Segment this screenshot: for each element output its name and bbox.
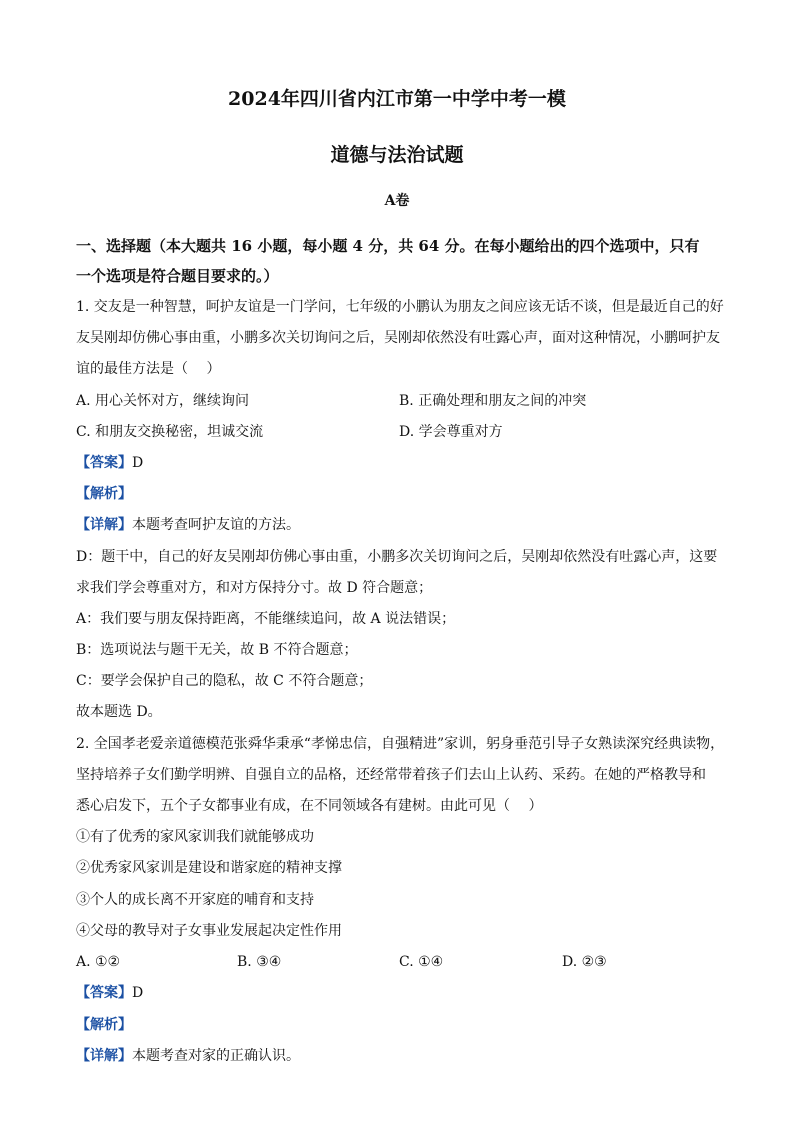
- q1-answer: D: [132, 455, 144, 471]
- answer-tag: 【答案】: [76, 455, 132, 471]
- q1-stem-line2: 友吴刚却仿佛心事由重，小鹏多次关切询问之后，吴刚却依然没有吐露心声，面对这种情况，小鹏呵护友: [76, 330, 720, 346]
- q1-analysis-tag: 【解析】: [76, 486, 132, 502]
- q1-stem-line1: 1. 交友是一种智慧，呵护友谊是一门学问，七年级的小鹏认为朋友之间应该无话不谈，但是最近自己的好: [76, 299, 724, 315]
- answer-tag: 【答案】: [76, 985, 132, 1001]
- q1-option-d: D. 学会尊重对方: [399, 424, 503, 440]
- volume-label: A卷: [384, 193, 410, 209]
- q2-item4: ④父母的教导对子女事业发展起决定性作用: [76, 923, 342, 939]
- q2-option-d: D. ②③: [562, 954, 607, 970]
- q2-answer: D: [132, 985, 144, 1001]
- q2-stem-line3: 悉心启发下，五个子女都事业有成，在不同领域各有建树。由此可见（ ）: [76, 798, 543, 814]
- q1-a-line: A：我们要与朋友保持距离，不能继续追问，故 A 说法错误；: [76, 611, 456, 627]
- q2-detail-row: [76, 1046, 300, 1066]
- q1-conclusion: 故本题选 D。: [76, 704, 162, 720]
- q2-item2: ②优秀家风家训是建设和谐家庭的精神支撑: [76, 860, 342, 876]
- exam-title: 2024年四川省内江市第一中学中考一模: [228, 88, 566, 110]
- q1-d-line2: 求我们学会尊重对方，和对方保持分寸。故 D 符合题意；: [76, 580, 433, 596]
- q1-detail-row: [76, 515, 300, 535]
- q2-detail: 本题考查对家的正确认识。: [132, 1048, 300, 1064]
- q1-b-line: B：选项说法与题干无关，故 B 不符合题意；: [76, 642, 358, 658]
- q1-option-b: B. 正确处理和朋友之间的冲突: [399, 393, 587, 409]
- q2-stem-line1: 2. 全国孝老爱亲道德模范张舜华秉承“孝悌忠信，自强精进”家训，躬身垂范引导子女熟读深究经典读物，: [76, 736, 725, 752]
- q2-item1: ①有了优秀的家风家训我们就能够成功: [76, 829, 314, 845]
- q2-stem-line2: 坚持培养子女们勤学明辨、自强自立的品格，还经常带着孩子们去山上认药、采药。在她的严格教导和: [76, 767, 706, 783]
- q2-analysis-tag: 【解析】: [76, 1017, 132, 1033]
- q1-stem-line3: 谊的最佳方法是（ ）: [76, 361, 221, 377]
- q1-c-line: C：要学会保护自己的隐私，故 C 不符合题意；: [76, 673, 373, 689]
- detail-tag: 【详解】: [76, 517, 132, 533]
- section-heading-line1: 一、选择题（本大题共 16 小题，每小题 4 分，共 64 分。在每小题给出的四个选项中，只有: [76, 237, 700, 255]
- section-heading-line2: 一个选项是符合题目要求的。）: [76, 267, 279, 285]
- q1-detail: 本题考查呵护友谊的方法。: [132, 517, 300, 533]
- q1-d-line1: D：题干中，自己的好友吴刚却仿佛心事由重，小鹏多次关切询问之后，吴刚却依然没有吐露心声，这要: [76, 549, 718, 565]
- detail-tag: 【详解】: [76, 1048, 132, 1064]
- q2-answer-row: [76, 983, 143, 1003]
- q2-option-c: C. ①④: [399, 954, 444, 970]
- q2-option-a: A. ①②: [76, 954, 121, 970]
- q2-item3: ③个人的成长离不开家庭的哺育和支持: [76, 892, 314, 908]
- q1-answer-row: [76, 453, 143, 473]
- q1-option-a: A. 用心关怀对方，继续询问: [76, 393, 250, 409]
- q1-option-c: C. 和朋友交换秘密，坦诚交流: [76, 424, 264, 440]
- exam-subtitle: 道德与法治试题: [330, 144, 464, 166]
- q2-option-b: B. ③④: [237, 954, 282, 970]
